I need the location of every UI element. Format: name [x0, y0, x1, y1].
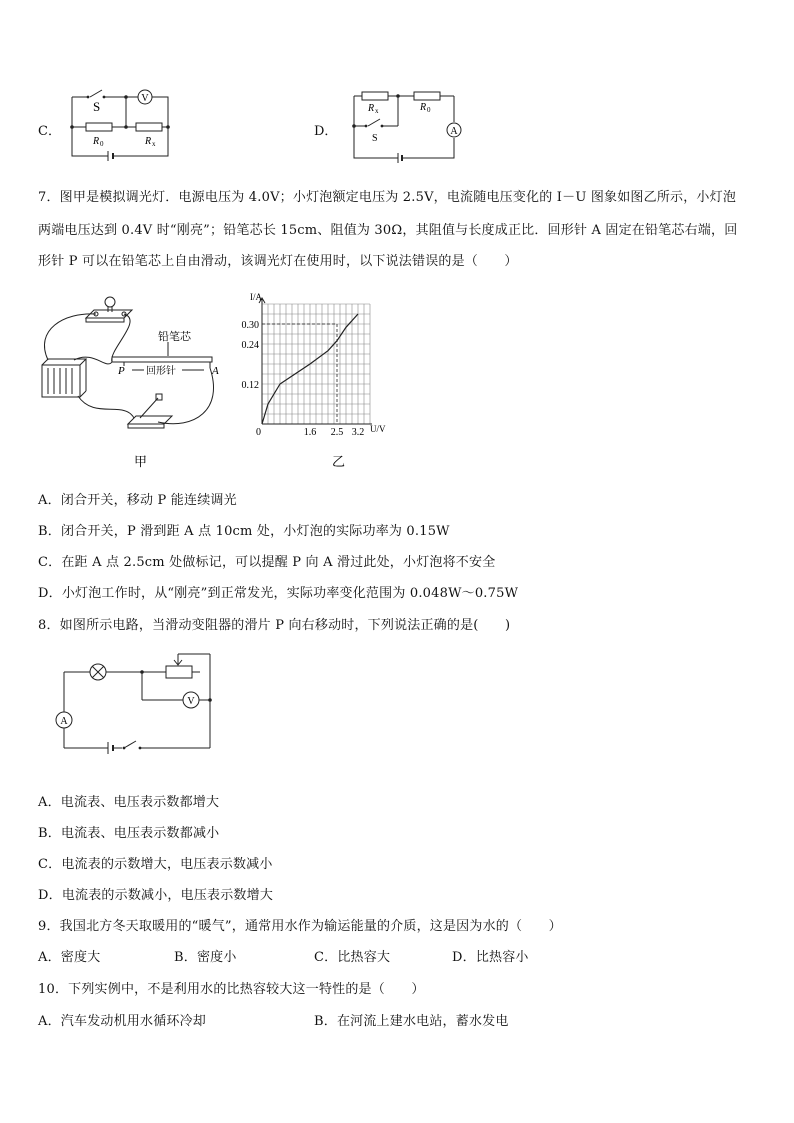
q7-option-c: C．在距 A 点 2.5cm 处做标记，可以提醒 P 向 A 滑过此处，小灯泡将不安全 [38, 555, 496, 570]
origin-label: 0 [256, 427, 261, 438]
q8-stem: 8．如图所示电路，当滑动变阻器的滑片 P 向右移动时，下列说法正确的是( ) [38, 618, 511, 633]
q8-option-d: D．电流表的示数减小，电压表示数增大 [38, 888, 274, 903]
rx-sub: x [152, 140, 156, 148]
option-c-label: C． [38, 124, 61, 139]
switch-label: S [372, 133, 378, 144]
q7-line-1: 7．图甲是模拟调光灯．电源电压为 4.0V；小灯泡额定电压为 2.5V，电流随电压变化的 I－U 图象如图乙所示，小灯泡 [38, 190, 737, 205]
switch-label: S [93, 99, 101, 114]
r0-sub: 0 [100, 140, 104, 148]
q7-line-3: 形针 P 可以在铅笔芯上自由滑动，该调光灯在使用时，以下说法错误的是（ ） [38, 254, 518, 269]
q7-option-d: D．小灯泡工作时，从“刚亮”到正常发光，实际功率变化范围为 0.048W～0.75W [38, 586, 519, 601]
voltmeter-label: V [141, 93, 149, 104]
q8-option-a: A．电流表、电压表示数都增大 [38, 795, 220, 810]
x-tick-32: 3.2 [351, 427, 365, 438]
q10-stem: 10．下列实例中，不是利用水的比热容较大这一特性的是（ ） [38, 982, 425, 997]
q10-option-b: B．在河流上建水电站，蓄水发电 [314, 1014, 509, 1029]
ammeter-label: A [60, 716, 68, 727]
rx-label: R [145, 136, 152, 147]
option-d-label: D． [314, 124, 338, 139]
q9-option-d: D．比热容小 [452, 950, 529, 965]
r0-sub: 0 [427, 106, 431, 114]
y-tick-012: 0.12 [241, 380, 259, 391]
y-tick-030: 0.30 [241, 320, 259, 331]
voltmeter-label: V [187, 696, 195, 707]
circuit-diagram-c [60, 86, 180, 168]
figure-jia-caption: 甲 [134, 454, 148, 469]
q7-option-b: B．闭合开关，P 滑到距 A 点 10cm 处，小灯泡的实际功率为 0.15W [38, 524, 450, 539]
q9-option-a: A．密度大 [38, 950, 101, 965]
circuit-diagram-d [340, 86, 466, 168]
x-tick-16: 1.6 [303, 427, 317, 438]
circuit-diagram-q8 [48, 650, 218, 756]
figure-yi-caption: 乙 [332, 454, 346, 469]
y-tick-024: 0.24 [241, 340, 259, 351]
r0-label: R [420, 102, 427, 113]
x-axis-label: U/V [370, 424, 386, 434]
pencil-lead-label: 铅笔芯 [158, 331, 191, 343]
clip-p-label: P [118, 365, 125, 377]
figure-yi-iu-graph [232, 290, 412, 475]
figure-jia [34, 290, 234, 475]
r0-label: R [93, 136, 100, 147]
q9-stem: 9．我国北方冬天取暖用的“暖气”，通常用水作为输运能量的介质，这是因为水的（ ） [38, 919, 562, 934]
ammeter-label: A [450, 126, 458, 137]
q9-option-b: B．密度小 [174, 950, 237, 965]
q8-option-c: C．电流表的示数增大，电压表示数减小 [38, 857, 273, 872]
x-tick-25: 2.5 [330, 427, 344, 438]
clip-a-label: A [212, 365, 219, 377]
rx-sub: x [375, 107, 379, 115]
q9-option-c: C．比热容大 [314, 950, 391, 965]
q7-line-2: 两端电压达到 0.4V 时“刚亮”；铅笔芯长 15cm、阻值为 30Ω，其阻值与长度成正比．回形针 A 固定在铅笔芯右端，回 [38, 223, 738, 238]
paperclip-label: 回形针 [146, 366, 176, 377]
q7-option-a: A．闭合开关，移动 P 能连续调光 [38, 493, 237, 508]
q8-option-b: B．电流表、电压表示数都减小 [38, 826, 220, 841]
rx-label: R [368, 103, 375, 114]
q10-option-a: A．汽车发动机用水循环冷却 [38, 1014, 206, 1029]
y-axis-label: I/A [250, 292, 262, 302]
